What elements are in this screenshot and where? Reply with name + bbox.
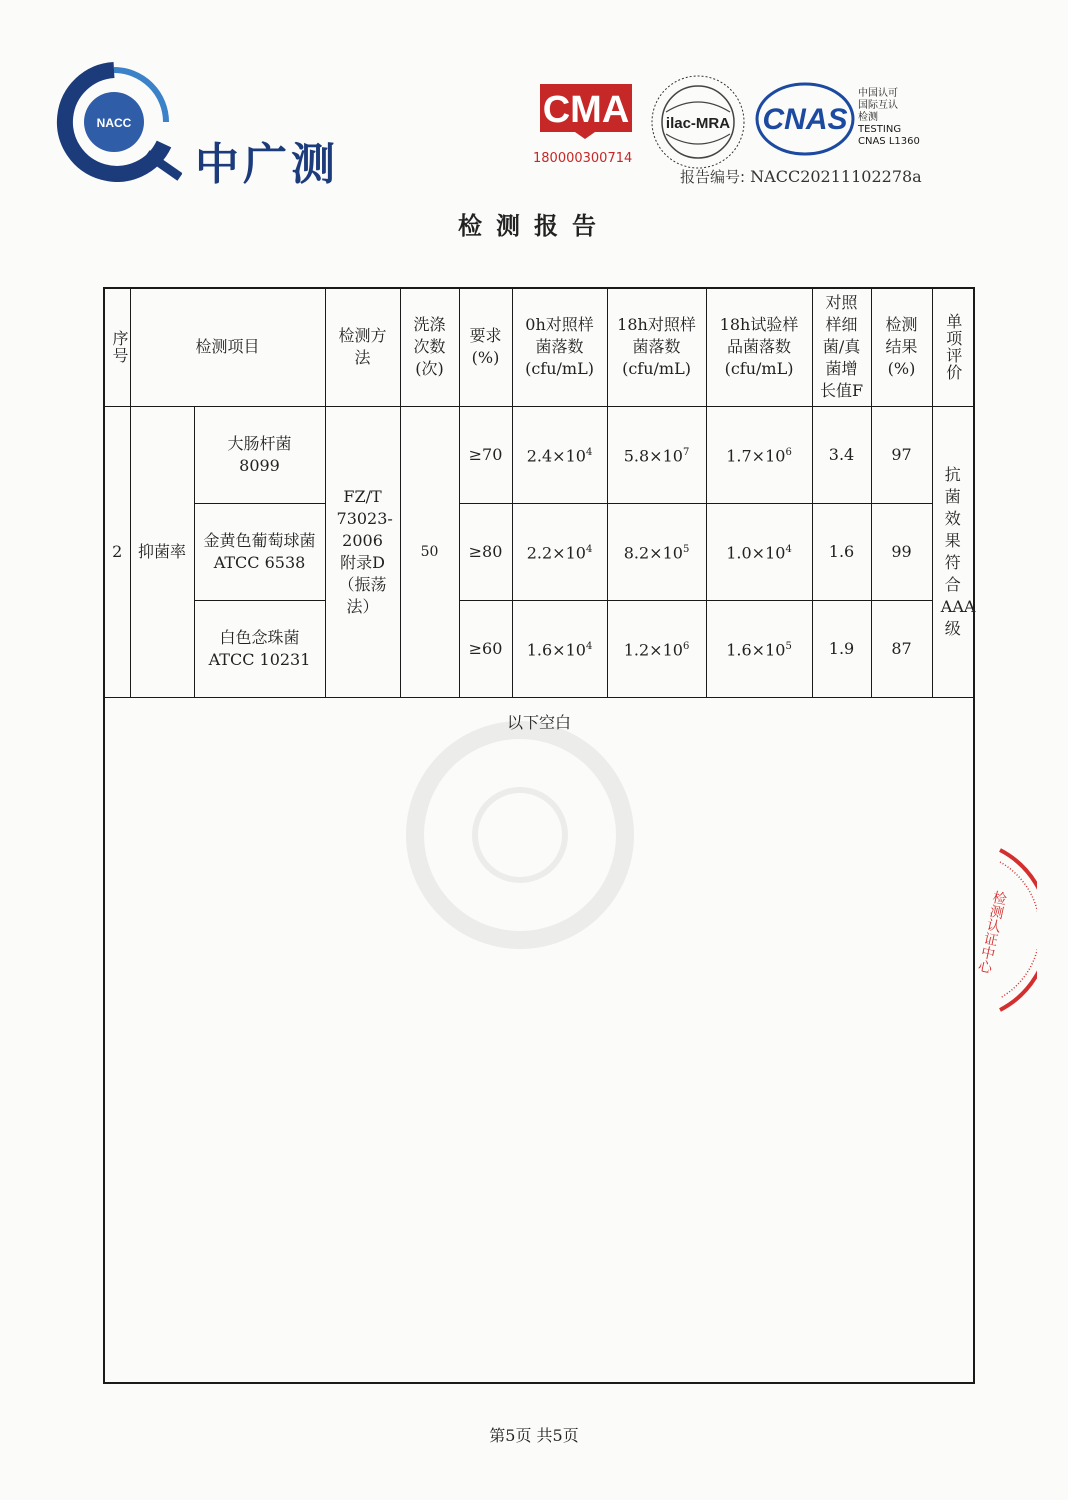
h18-control-cell: $1.2\times 10^6$ xyxy=(607,600,706,697)
report-number-label: 报告编号: xyxy=(680,168,746,186)
result-cell: 99 xyxy=(871,503,932,600)
cma-mark xyxy=(535,82,637,140)
h18-test-cell: $1.7\times 10^6$ xyxy=(706,406,812,503)
official-seal xyxy=(962,840,1037,1020)
blank-note: 以下空白 xyxy=(104,697,974,1383)
organism-name: 白色念珠菌 xyxy=(219,627,300,647)
h18-test-cell: $1.0\times 10^4$ xyxy=(706,503,812,600)
blank-row xyxy=(104,697,974,1383)
cma-text: CMA xyxy=(542,89,630,131)
h0-cell: $1.6\times 10^4$ xyxy=(512,600,607,697)
cnas-line: 检测 xyxy=(858,112,878,123)
report-number xyxy=(680,166,922,187)
seal-text: 检测认证中心 xyxy=(975,889,1009,975)
method-cell: FZ/T 73023-2006 附录D（振荡法） xyxy=(325,406,400,697)
header-18h-control: 18h对照样菌落数(cfu/mL) xyxy=(607,288,706,406)
organism-code: ATCC 10231 xyxy=(208,649,311,669)
category-cell: 抑菌率 xyxy=(130,406,194,697)
organism-cell xyxy=(194,406,325,503)
requirement-cell: ≥70 xyxy=(459,406,512,503)
growth-cell: 1.6 xyxy=(812,503,871,600)
header-row xyxy=(104,288,974,406)
header-18h-test: 18h试验样品菌落数(cfu/mL) xyxy=(706,288,812,406)
organism-cell xyxy=(194,600,325,697)
table-row xyxy=(104,503,974,600)
ilac-mra-mark xyxy=(648,72,748,172)
cnas-accreditation-text xyxy=(858,88,920,148)
logo-name: 中广测 xyxy=(195,139,339,190)
header-0h-control: 0h对照样菌落数(cfu/mL) xyxy=(512,288,607,406)
header-requirement: 要求(%) xyxy=(459,288,512,406)
cnas-mark xyxy=(755,82,855,156)
table-row xyxy=(104,600,974,697)
header-growth: 对照样细菌/真菌增长值F xyxy=(812,288,871,406)
h18-control-cell: $5.8\times 10^7$ xyxy=(607,406,706,503)
cnas-text: CNAS xyxy=(762,103,848,136)
organism-name: 金黄色葡萄球菌 xyxy=(203,530,316,550)
evaluation-cell: 抗菌效果符合AAA级 xyxy=(932,406,974,697)
nacc-logo xyxy=(52,62,182,182)
wash-count-cell: 50 xyxy=(400,406,459,697)
logo-badge-text: NACC xyxy=(96,116,132,130)
page-footer: 第5页 共5页 xyxy=(489,1426,579,1445)
requirement-cell: ≥80 xyxy=(459,503,512,600)
result-cell: 87 xyxy=(871,600,932,697)
h0-cell: $2.4\times 10^4$ xyxy=(512,406,607,503)
organism-code: ATCC 6538 xyxy=(213,552,306,572)
cnas-line: CNAS L1360 xyxy=(858,136,920,147)
h18-control-cell: $8.2\times 10^5$ xyxy=(607,503,706,600)
header-item: 检测项目 xyxy=(130,288,325,406)
header-evaluation: 单项评价 xyxy=(932,288,974,406)
growth-cell: 1.9 xyxy=(812,600,871,697)
header-seq: 序号 xyxy=(104,288,130,406)
header-wash: 洗涤次数(次) xyxy=(400,288,459,406)
requirement-cell: ≥60 xyxy=(459,600,512,697)
cnas-line: TESTING xyxy=(858,124,902,135)
organism-cell xyxy=(194,503,325,600)
header-method: 检测方法 xyxy=(325,288,400,406)
cma-number: 180000300714 xyxy=(533,151,633,166)
organism-name: 大肠杆菌 xyxy=(227,433,292,453)
table-row xyxy=(104,406,974,503)
cnas-line: 中国认可 xyxy=(858,88,898,99)
seq-cell: 2 xyxy=(104,406,130,697)
growth-cell: 3.4 xyxy=(812,406,871,503)
header-result: 检测结果(%) xyxy=(871,288,932,406)
cnas-line: 国际互认 xyxy=(858,100,898,111)
h18-test-cell: $1.6\times 10^5$ xyxy=(706,600,812,697)
result-cell: 97 xyxy=(871,406,932,503)
ilac-text: ilac-MRA xyxy=(665,115,731,132)
document-title: 检测报告 xyxy=(458,211,610,240)
organism-code: 8099 xyxy=(239,455,280,475)
results-table xyxy=(103,287,975,1384)
h0-cell: $2.2\times 10^4$ xyxy=(512,503,607,600)
report-number-value: NACC20211102278a xyxy=(750,167,922,186)
